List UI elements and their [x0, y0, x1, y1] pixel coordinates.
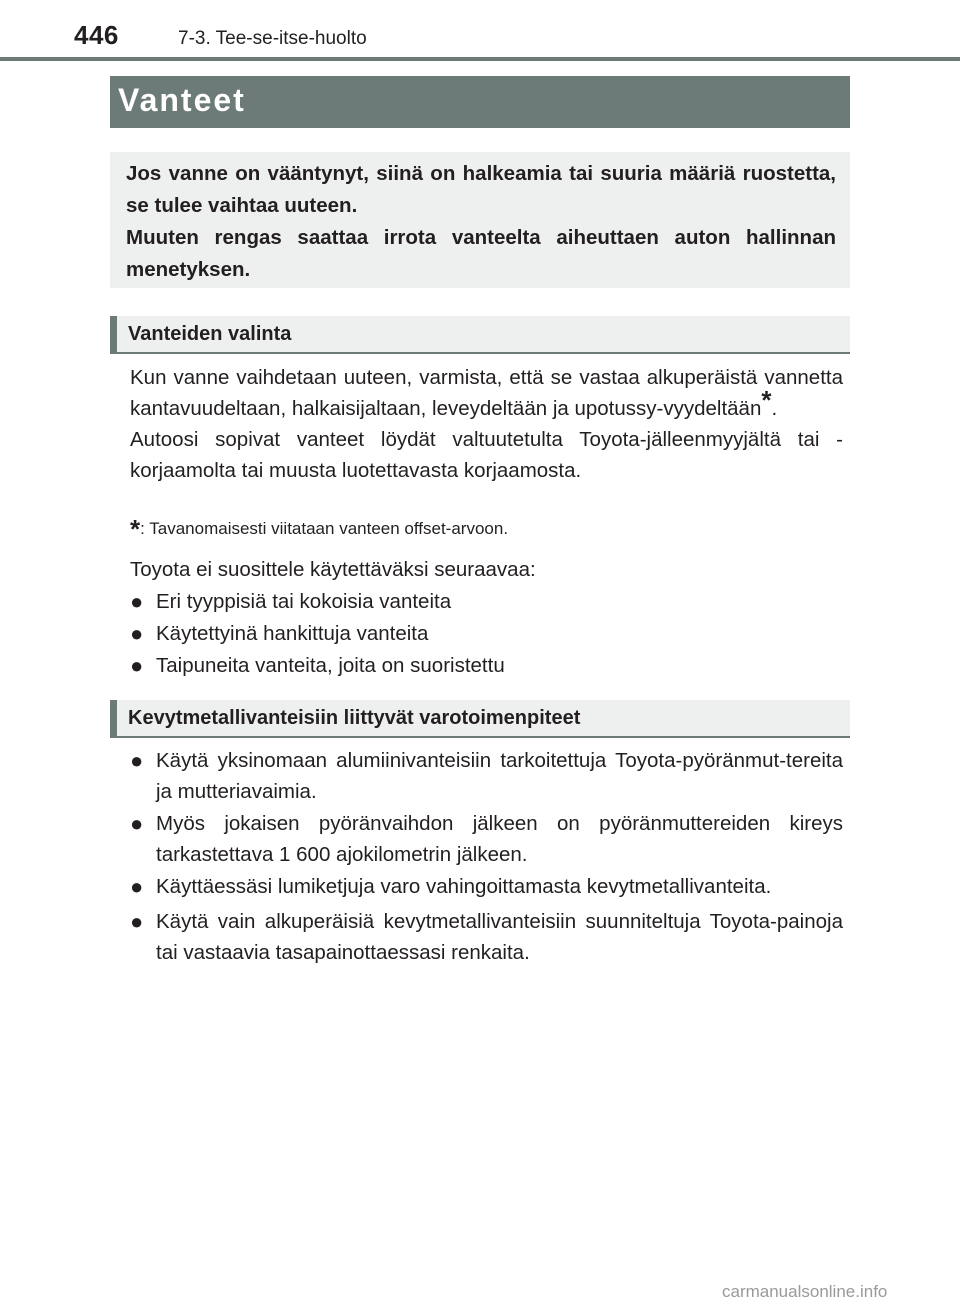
lead-text: Toyota ei suosittele käytettäväksi seuraavaa: [130, 558, 536, 581]
paragraph-rim-match-text: Kun vanne vaihdetaan uuteen, varmista, että se vastaa alkuperäistä vannetta kantavuudeltaan, halkaisijaltaan, leveydeltään ja upotussy-vyydeltään [130, 366, 843, 420]
bullet-icon: ● [130, 874, 144, 899]
subheading-rim-selection [110, 316, 850, 354]
list-item-text: Taipuneita vanteita, joita on suoristettu [156, 654, 505, 677]
intro-box [110, 152, 850, 288]
list-item-text: Käytettyinä hankittuja vanteita [156, 622, 429, 645]
footnote-text: : Tavanomaisesti viitataan vanteen offset-arvoon. [140, 519, 509, 538]
title-bar [110, 76, 850, 128]
list-item-text: Käytä yksinomaan alumiinivanteisiin tarkoitettuja Toyota-pyöränmut-tereita ja mutteriavaimia. [156, 749, 843, 803]
footnote [130, 514, 508, 545]
bullet-icon: ● [130, 589, 144, 614]
page-title: Vanteet [118, 82, 246, 118]
subheading-bar [110, 316, 117, 352]
list-item [130, 650, 843, 681]
footnote-asterisk: * [130, 514, 141, 544]
bullet-icon: ● [130, 748, 144, 773]
list-item [130, 808, 843, 870]
list-item [130, 906, 843, 968]
list-item-text: Eri tyyppisiä tai kokoisia vanteita [156, 590, 452, 613]
intro-text [126, 158, 836, 286]
asterisk-mark: * [761, 385, 772, 415]
header-rule [0, 57, 960, 61]
intro-line-1: Jos vanne on vääntynyt, siinä on halkeamia tai suuria määriä ruostetta, se tulee vaihtaa uuteen. [126, 162, 836, 217]
list-item-text: Myös jokaisen pyöränvaihdon jälkeen on pyöränmuttereiden kireys tarkastettava 1 600 ajokilometrin jälkeen. [156, 812, 843, 866]
paragraph-dealer: Autoosi sopivat vanteet löydät valtuutetulta Toyota-jälleenmyyjältä tai -korjaamolta tai muusta luotettavasta korjaamosta. [130, 428, 843, 482]
bullet-icon: ● [130, 653, 144, 678]
list-item [130, 586, 843, 617]
paragraph-rim-match [130, 362, 843, 424]
bullet-icon: ● [130, 811, 144, 836]
list-item [130, 618, 843, 649]
section-label: 7-3. Tee-se-itse-huolto [178, 28, 367, 49]
page-header [0, 0, 960, 64]
subheading-label: Vanteiden valinta [128, 323, 292, 345]
list-item [130, 871, 843, 902]
list-item-text: Käytä vain alkuperäisiä kevytmetallivanteisiin suunniteltuja Toyota-painoja tai vastaavia tasapainottaessasi renkaita. [156, 910, 843, 964]
list-item [130, 745, 843, 807]
paragraph-rim-match-end: . [771, 397, 778, 420]
subheading-label: Kevytmetallivanteisiin liittyvät varotoimenpiteet [128, 707, 581, 729]
intro-line-2: Muuten rengas saattaa irrota vanteelta aiheuttaen auton hallinnan menetyksen. [126, 226, 836, 281]
subheading-bar [110, 700, 117, 736]
page-number: 446 [74, 20, 119, 50]
watermark: carmanualsonline.info [722, 1282, 888, 1301]
subheading-alloy-precautions [110, 700, 850, 738]
bullet-icon: ● [130, 621, 144, 646]
list-item-text: Käyttäessäsi lumiketjuja varo vahingoittamasta kevytmetallivanteita. [156, 875, 772, 898]
bullet-icon: ● [130, 909, 144, 934]
rim-selection-text [130, 362, 843, 486]
